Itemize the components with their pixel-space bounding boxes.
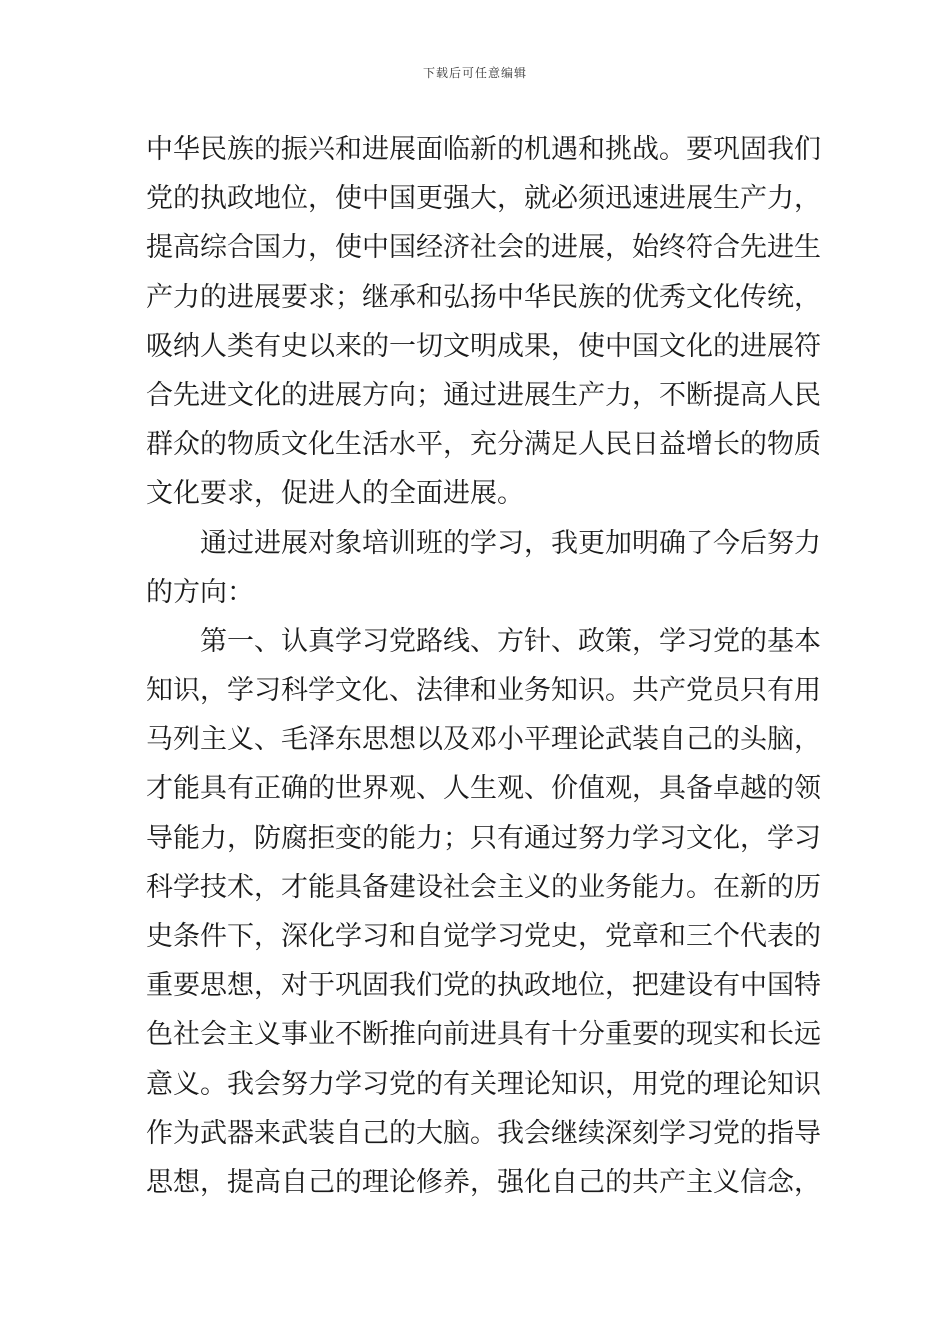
text-line: 第一、认真学习党路线、方针、政策，学习党的基本 [200, 625, 821, 657]
page-header: 下载后可任意编辑 [422, 66, 527, 80]
text-line: 提高综合国力，使中国经济社会的进展，始终符合先进生 [146, 232, 821, 264]
text-line: 文化要求，促进人的全面进展。 [146, 478, 524, 510]
text-line: 合先进文化的进展方向；通过进展生产力，不断提高人民 [146, 379, 821, 411]
text-line: 党的执政地位，使中国更强大，就必须迅速进展生产力， [146, 183, 821, 215]
text-line: 意义。我会努力学习党的有关理论知识，用党的理论知识 [146, 1068, 821, 1100]
text-line: 群众的物质文化生活水平，充分满足人民日益增长的物质 [146, 429, 821, 461]
text-line: 作为武器来武装自己的大脑。我会继续深刻学习党的指导 [146, 1117, 821, 1149]
text-line: 导能力，防腐拒变的能力；只有通过努力学习文化，学习 [146, 822, 821, 854]
text-line: 产力的进展要求；继承和弘扬中华民族的优秀文化传统， [146, 281, 821, 313]
text-line: 马列主义、毛泽东思想以及邓小平理论武装自己的头脑， [146, 724, 821, 756]
text-line: 史条件下，深化学习和自觉学习党史，党章和三个代表的 [146, 921, 821, 952]
text-line: 吸纳人类有史以来的一切文明成果，使中国文化的进展符 [146, 330, 821, 362]
text-line: 色社会主义事业不断推向前进具有十分重要的现实和长远 [146, 1019, 821, 1051]
text-line: 科学技术，才能具备建设社会主义的业务能力。在新的历 [146, 871, 821, 903]
text-line: 思想，提高自己的理论修养，强化自己的共产主义信念， [146, 1166, 821, 1198]
text-line: 知识，学习科学文化、法律和业务知识。共产党员只有用 [146, 675, 821, 707]
text-line: 通过进展对象培训班的学习，我更加明确了今后努力 [200, 527, 821, 559]
text-line: 才能具有正确的世界观、人生观、价值观，具备卓越的领 [146, 773, 821, 805]
text-line: 的方向： [146, 576, 254, 608]
text-line: 中华民族的振兴和进展面临新的机遇和挑战。要巩固我们 [146, 134, 821, 165]
document-body [146, 125, 821, 1207]
text-line: 重要思想，对于巩固我们党的执政地位，把建设有中国特 [146, 970, 821, 1002]
